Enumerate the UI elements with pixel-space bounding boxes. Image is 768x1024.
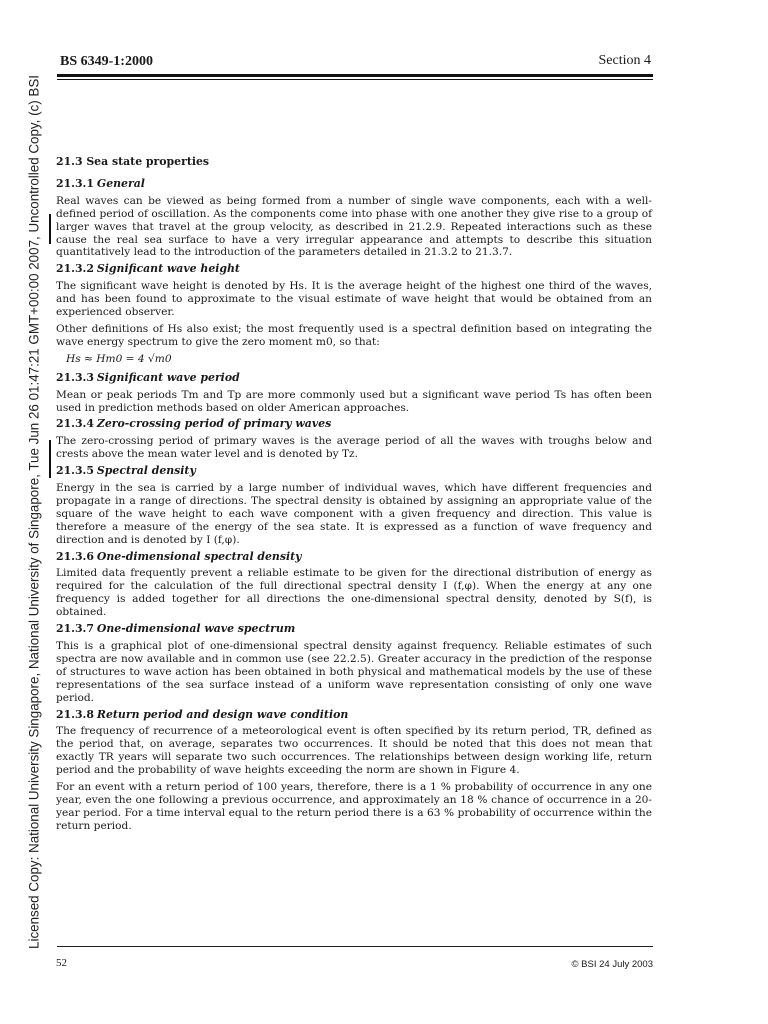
page-number: 52 xyxy=(56,957,67,969)
subsection-heading xyxy=(56,263,652,276)
subsection-title: Significant wave height xyxy=(96,262,240,276)
subsection-title: Return period and design wave condition xyxy=(96,707,349,721)
body-paragraph: This is a graphical plot of one-dimensional spectral density against frequency. Reliable estimates of such spectra are now available and in common use (see 22.2.5). Greater accuracy in the prediction of the response of structures to wave action has been obtained in both physical and mathematical models by the use of these representations of the sea surface instead of a uniform wave representation consisting of only one wave period. xyxy=(56,640,652,704)
subsection-number: 21.3.2 xyxy=(56,262,94,276)
subsection-title: Significant wave period xyxy=(96,370,240,384)
subsection-number: 21.3.6 xyxy=(56,549,94,563)
subsection-title: Spectral density xyxy=(96,464,196,478)
subsection-heading xyxy=(56,178,652,191)
subsection-heading xyxy=(56,623,652,636)
subsection-number: 21.3.5 xyxy=(56,464,94,478)
subsection-number: 21.3.3 xyxy=(56,370,94,384)
subsection-title: General xyxy=(96,176,145,190)
formula: Hs ≈ Hm0 = 4 √m0 xyxy=(66,352,172,365)
body-paragraph: The significant wave height is denoted by Hs. It is the average height of the highest one third of the waves, and has been found to approximate to the visual estimate of wave height that would be obtained from an experienced observer. xyxy=(56,280,652,319)
subsection-list xyxy=(56,178,652,833)
subsection-heading xyxy=(56,465,652,478)
licence-text: Licensed Copy: National University Singapore, National University of Singapore, Tue Jun 26 01:47:21 GMT+00:00 2007, Uncontrolled Copy, (c) BSI xyxy=(26,75,42,949)
footer-rule xyxy=(57,946,653,947)
body-paragraph: The zero-crossing period of primary waves is the average period of all the waves with troughs below and crests above the mean water level and is denoted by Tz. xyxy=(56,435,652,461)
change-bar xyxy=(49,440,51,478)
page-body xyxy=(56,156,652,837)
subsection-heading xyxy=(56,709,652,722)
licence-watermark xyxy=(24,0,44,1024)
subsection-number: 21.3.8 xyxy=(56,707,94,721)
body-paragraph: Real waves can be viewed as being formed from a number of single wave components, each with a well-defined period of oscillation. As the components come into phase with one another they give rise to a group of larger waves that travel at the group velocity, as described in 21.2.9. Repeated interactions such as these cause the real sea surface to have a very irregular appearance and attempts to describe this situation quantitatively lead to the introduction of the parameters detailed in 21.3.2 to 21.3.7. xyxy=(56,194,652,259)
change-bar xyxy=(49,214,51,244)
subsection-heading xyxy=(56,372,652,385)
body-paragraph: Limited data frequently prevent a reliable estimate to be given for the directional distribution of energy as required for the calculation of the full directional spectral density I (f,φ). When the energy at any one frequency is added together for all directions the one-dimensional spectral density, denoted by S(f), is obtained. xyxy=(56,567,652,619)
standard-number: BS 6349-1:2000 xyxy=(60,54,153,69)
header-rule xyxy=(57,74,653,77)
body-paragraph: Energy in the sea is carried by a large number of individual waves, which have different frequencies and propagate in a range of directions. The spectral density is obtained by assigning an appropriate value of the square of the wave height to each wave component with a given frequency and direction. This value is therefore a measure of the energy of the sea state. It is expressed as a function of wave frequency and direction and is denoted by I (f,φ). xyxy=(56,482,652,546)
copyright-notice: © BSI 24 July 2003 xyxy=(571,959,653,970)
body-paragraph: The frequency of recurrence of a meteorological event is often specified by its return period, TR, defined as the period that, on average, separates two occurrences. It should be noted that this does not mean that exactly TR years will separate two such occurrences. The relationships between design working life, return period and the probability of wave heights exceeding the norm are shown in Figure 4. xyxy=(56,725,652,777)
section-label: Section 4 xyxy=(598,53,651,68)
body-paragraph: Mean or peak periods Tm and Tp are more commonly used but a significant wave period Ts has often been used in prediction methods based on older American approaches. xyxy=(56,388,652,414)
body-paragraph: Other definitions of Hs also exist; the most frequently used is a spectral definition based on integrating the wave energy spectrum to give the zero moment m0, so that: xyxy=(56,322,652,348)
header-rule-thin xyxy=(57,79,653,80)
subsection-number: 21.3.7 xyxy=(56,622,94,636)
subsection-title: One-dimensional spectral density xyxy=(96,549,302,563)
section-heading: 21.3 Sea state properties xyxy=(56,155,210,168)
subsection-heading xyxy=(56,551,652,564)
subsection-number: 21.3.4 xyxy=(56,417,94,431)
subsection-title: One-dimensional wave spectrum xyxy=(96,622,296,636)
body-paragraph: For an event with a return period of 100 years, therefore, there is a 1 % probability of occurrence in any one year, even the one following a previous occurrence, and approximately an 18 % chance of occurrence in a 20-year period. For a time interval equal to the return period there is a 63 % probability of occurrence within the return period. xyxy=(56,781,652,832)
subsection-number: 21.3.1 xyxy=(56,176,94,190)
subsection-title: Zero-crossing period of primary waves xyxy=(96,417,332,431)
subsection-heading xyxy=(56,418,652,431)
